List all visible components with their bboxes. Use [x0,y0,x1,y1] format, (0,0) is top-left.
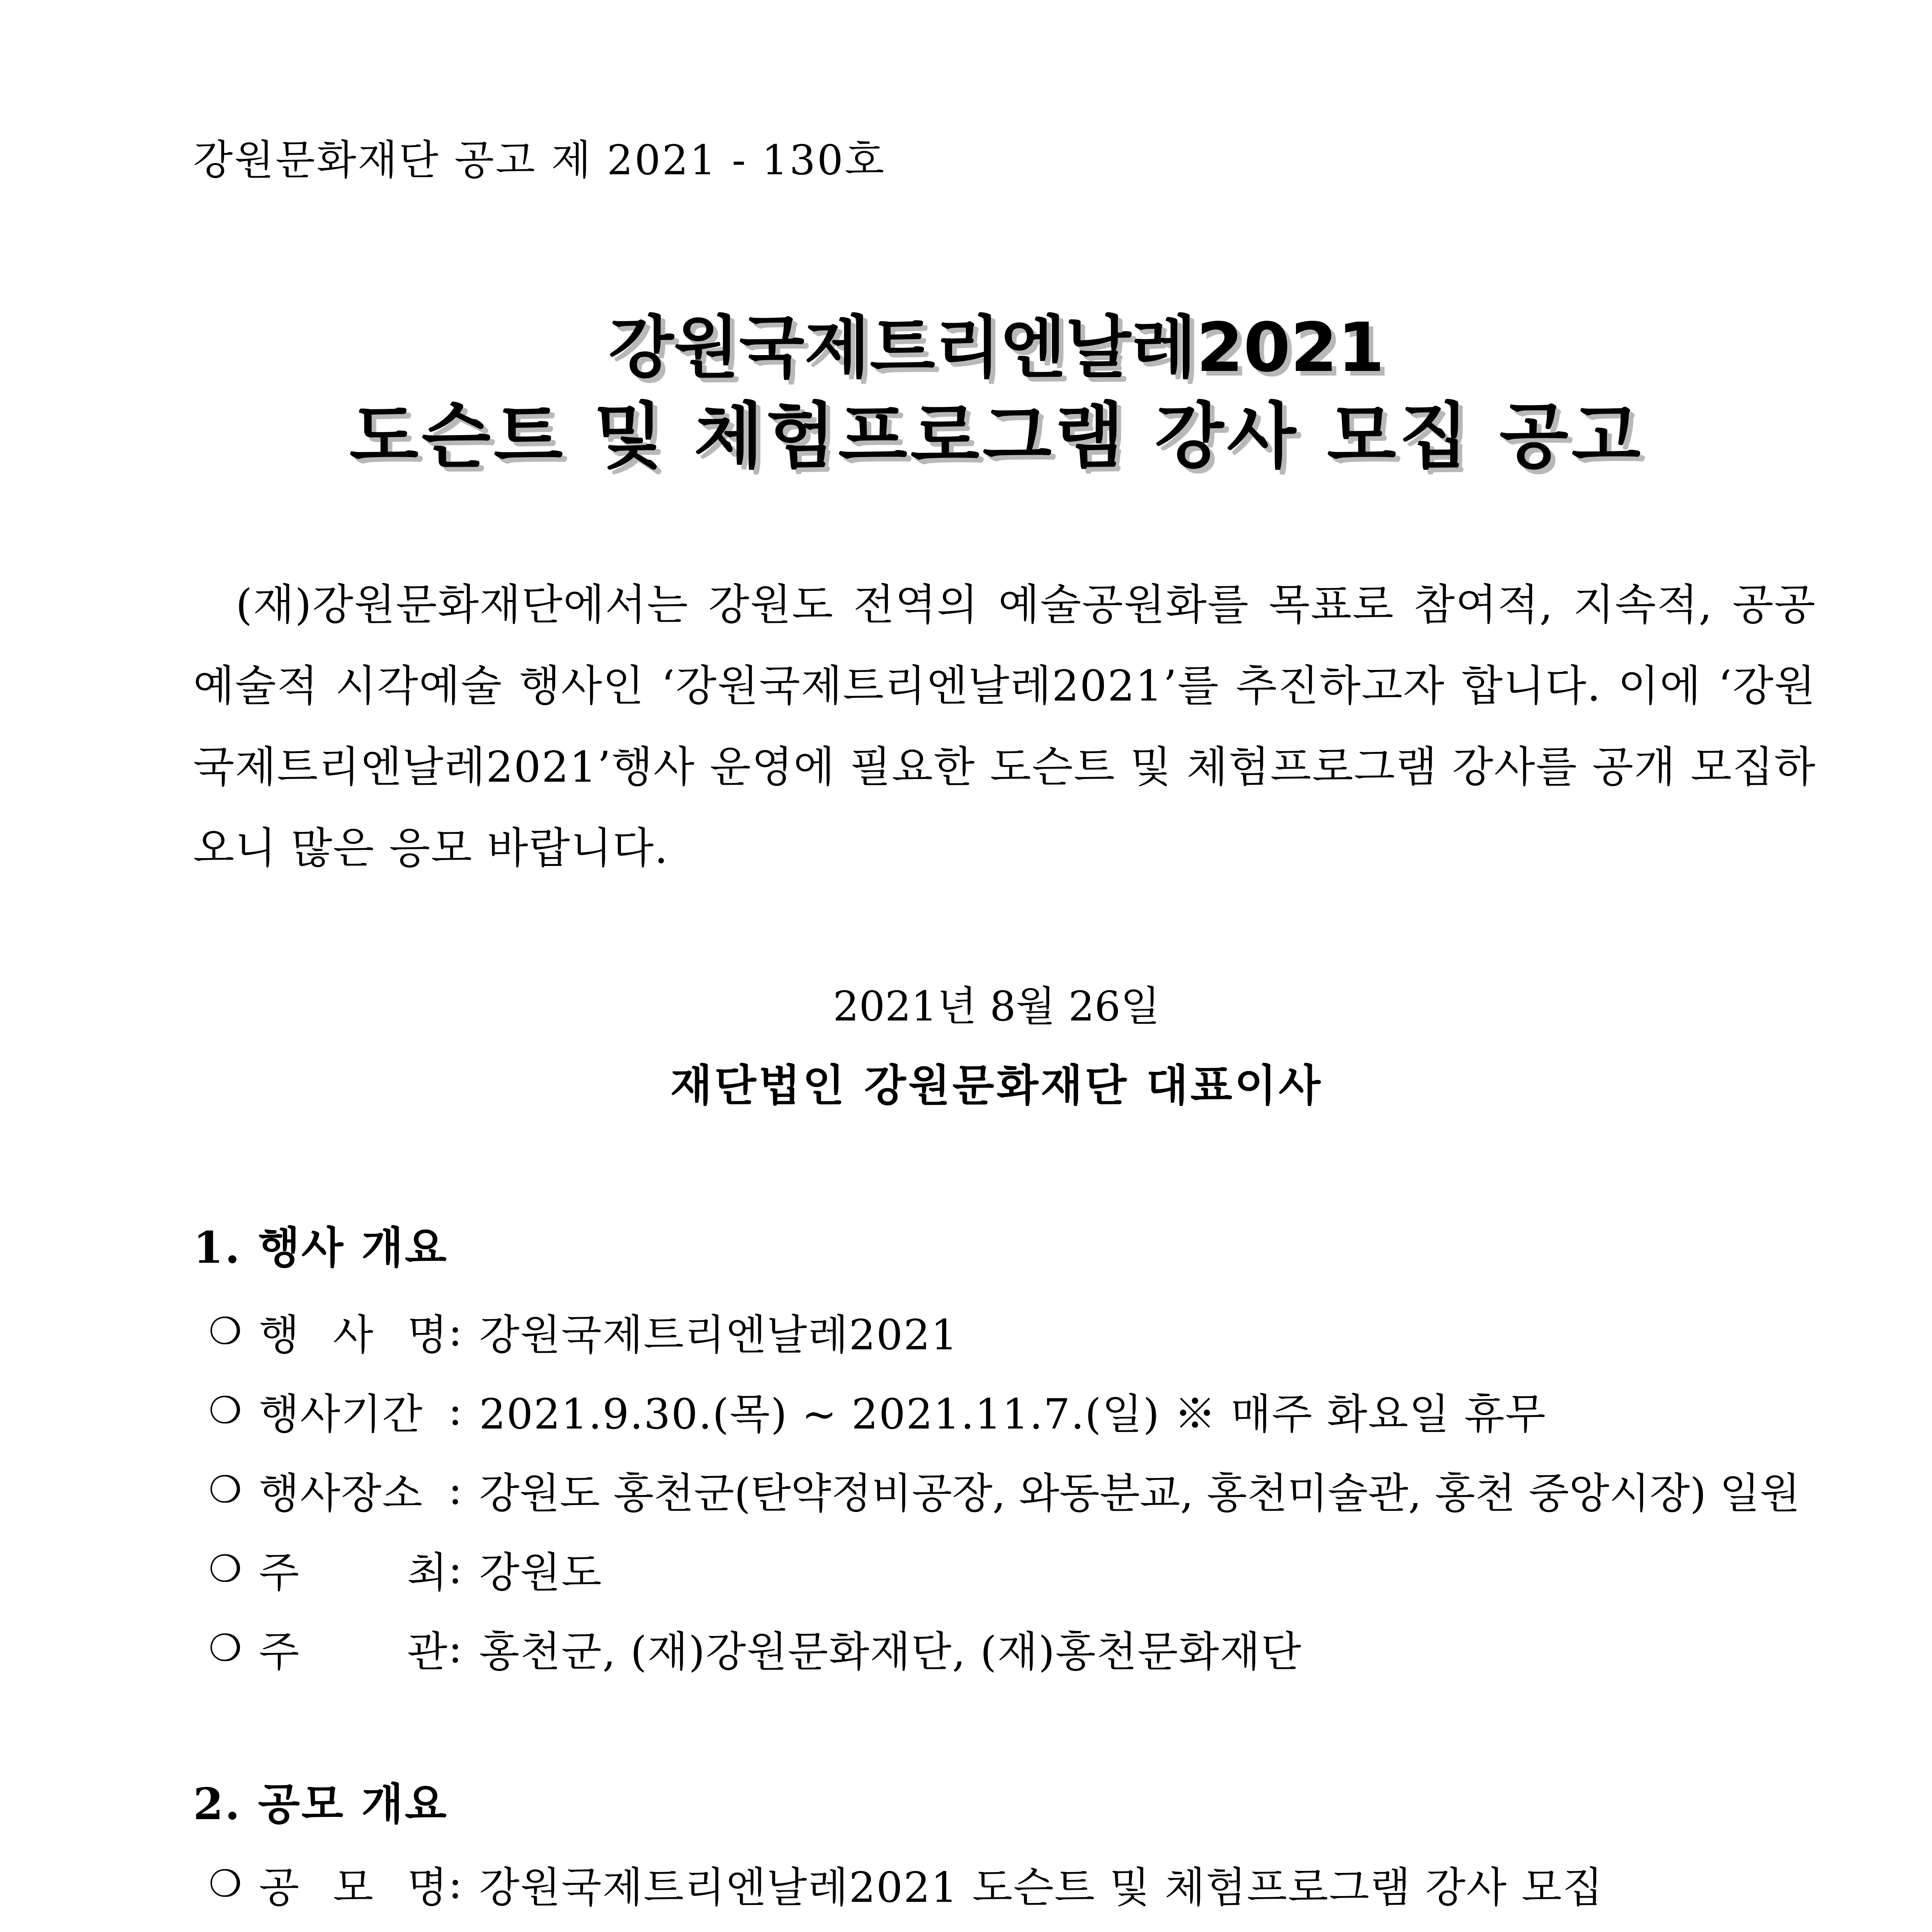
event-period-item [209,1385,1546,1439]
label-char: 행 [259,1311,300,1359]
item-value: 강원국제트리엔날레2021 도슨트 및 체험프로그램 강사 모집 [479,1863,1604,1912]
label-char: 최 [407,1548,448,1597]
item-label: 행사기간 [259,1390,423,1439]
item-colon: : [448,1624,463,1672]
item-colon: : [448,1307,463,1355]
item-colon: : [448,1465,463,1514]
item-colon: : [448,1859,463,1908]
circle-bullet-icon: ❍ [209,1389,242,1432]
label-char: 사 [333,1311,374,1359]
label-char: 모 [333,1863,374,1912]
intro-paragraph: (재)강원문화재단에서는 강원도 전역의 예술공원화를 목표로 참여적, 지속적, 공공예술적 시각예술 행사인 ‘강원국제트리엔날레2021’를 추진하고자 합니다. 이에 ‘강원국제트리엔날레2021’행사 운영에 필요한 도슨트 및 체험프로그램 강사를 공개 모집하오니 많은 응모 바랍니다. [193,580,1816,873]
event-name-item [209,1306,958,1359]
item-value: 강원도 [479,1548,602,1597]
circle-bullet-icon: ❍ [209,1862,242,1905]
event-host-item [209,1544,602,1597]
label-char: 명 [407,1311,448,1359]
item-label [259,1301,448,1361]
section-2-heading: 2. 공모 개요 [193,1779,448,1830]
item-label [259,1854,448,1914]
item-colon: : [448,1386,463,1435]
label-char: 주 [259,1628,300,1676]
label-char: 명 [407,1863,448,1912]
event-venue-item [209,1464,1800,1518]
item-value: 홍천군, (재)강원문화재단, (재)홍천문화재단 [479,1628,1302,1676]
event-organizer-item [209,1623,1302,1676]
title-line-1: 강원국제트리엔날레2021 [608,309,1385,387]
recruit-name-item [209,1859,1604,1912]
item-label [259,1618,448,1678]
notice-date: 2021년 8월 26일 [833,983,1160,1030]
circle-bullet-icon: ❍ [209,1547,242,1590]
title-line-2: 도슨트 및 체험프로그램 강사 모집 공고 [349,395,1644,478]
item-colon: : [448,1544,463,1593]
label-char: 주 [259,1548,300,1597]
circle-bullet-icon: ❍ [209,1626,242,1670]
label-char: 관 [407,1628,448,1676]
item-label: 행사장소 [259,1469,423,1518]
item-value: 강원도 홍천군(탄약정비공장, 와동분교, 홍천미술관, 홍천 중앙시장) 일원 [479,1469,1800,1518]
item-value: 강원국제트리엔날레2021 [479,1311,958,1359]
label-char: 공 [259,1863,300,1912]
issuer-name: 재단법인 강원문화재단 대표이사 [670,1060,1323,1111]
section-1-heading: 1. 행사 개요 [193,1223,448,1273]
item-value: 2021.9.30.(목) ~ 2021.11.7.(일) ※ 매주 화요일 휴무 [479,1390,1546,1439]
circle-bullet-icon: ❍ [209,1468,242,1511]
notice-number: 강원문화재단 공고 제 2021 - 130호 [193,136,886,184]
circle-bullet-icon: ❍ [209,1310,242,1353]
item-label [259,1539,448,1599]
